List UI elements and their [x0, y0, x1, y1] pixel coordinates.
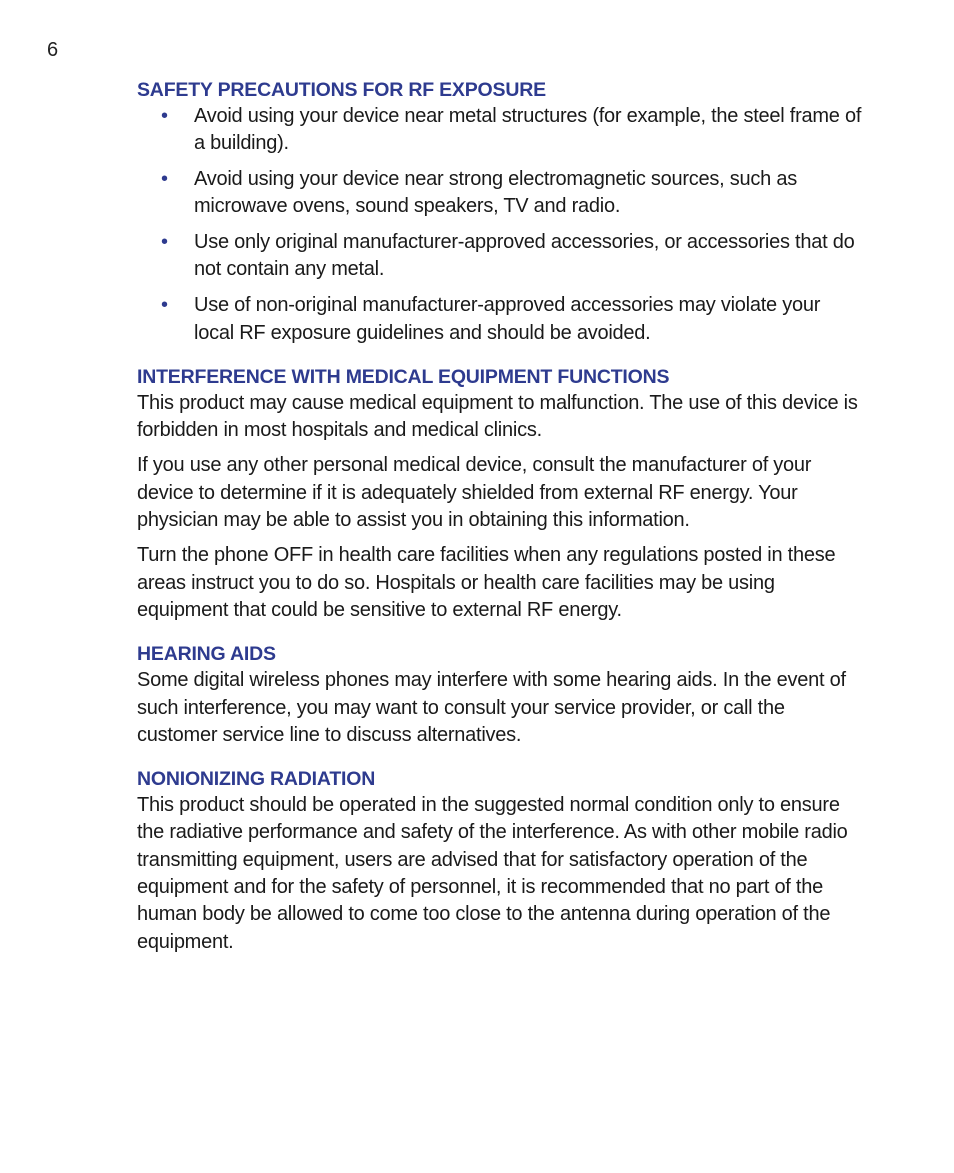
section-medical-equipment — [137, 364, 862, 624]
section-heading: SAFETY PRECAUTIONS FOR RF EXPOSURE — [137, 79, 546, 101]
bullet-item — [137, 292, 862, 347]
bullet-text: Avoid using your device near strong electromagnetic sources, such as microwave ovens, sound speakers, TV and radio. — [194, 168, 797, 218]
section-heading: NONIONIZING RADIATION — [137, 768, 376, 791]
bullet-text: Avoid using your device near metal structures (for example, the steel frame of a building). — [194, 105, 862, 155]
bullet-icon: • — [161, 294, 168, 317]
bullet-item — [137, 103, 862, 158]
paragraph: If you use any other personal medical device, consult the manufacturer of your device to determine if it is adequately shielded from external RF energy. Your physician may be able to assist you in obtaining this information. — [137, 454, 812, 532]
paragraph: Some digital wireless phones may interfere with some hearing aids. In the event of such interference, you may want to consult your service provider, or call the customer service line to discuss alternatives. — [137, 669, 846, 746]
bullet-text: Use only original manufacturer-approved accessories, or accessories that do not contain any metal. — [194, 231, 855, 281]
paragraph: This product should be operated in the suggested normal condition only to ensure the radiative performance and safety of the interference. As with other mobile radio transmitting equipment, users are advised that for satisfactory operation of the equipment and for the safety of personnel, it is recommended that no part of the human body be allowed to come too close to the antenna during operation of the equipment. — [137, 794, 848, 953]
document-body — [137, 77, 862, 956]
bullet-icon: • — [161, 231, 168, 254]
bullet-list — [137, 103, 862, 347]
bullet-item — [137, 229, 862, 284]
bullet-icon: • — [161, 105, 168, 127]
bullet-icon: • — [161, 168, 168, 191]
section-nonionizing-radiation — [137, 766, 862, 956]
section-heading: HEARING AIDS — [137, 643, 276, 666]
section-rf-exposure — [137, 77, 862, 347]
section-hearing-aids — [137, 641, 862, 749]
paragraph: Turn the phone OFF in health care facilities when any regulations posted in these areas instruct you to do so. Hospitals or health care facilities may be using equipment that could be sensitive to external RF energy. — [137, 544, 836, 621]
bullet-text: Use of non-original manufacturer-approved accessories may violate your local RF exposure guidelines and should be avoided. — [194, 294, 821, 344]
bullet-item — [137, 166, 862, 221]
section-heading: INTERFERENCE WITH MEDICAL EQUIPMENT FUNCTIONS — [137, 365, 670, 388]
paragraph: This product may cause medical equipment to malfunction. The use of this device is forbidden in most hospitals and medical clinics. — [137, 391, 858, 442]
page-number: 6 — [47, 39, 59, 61]
